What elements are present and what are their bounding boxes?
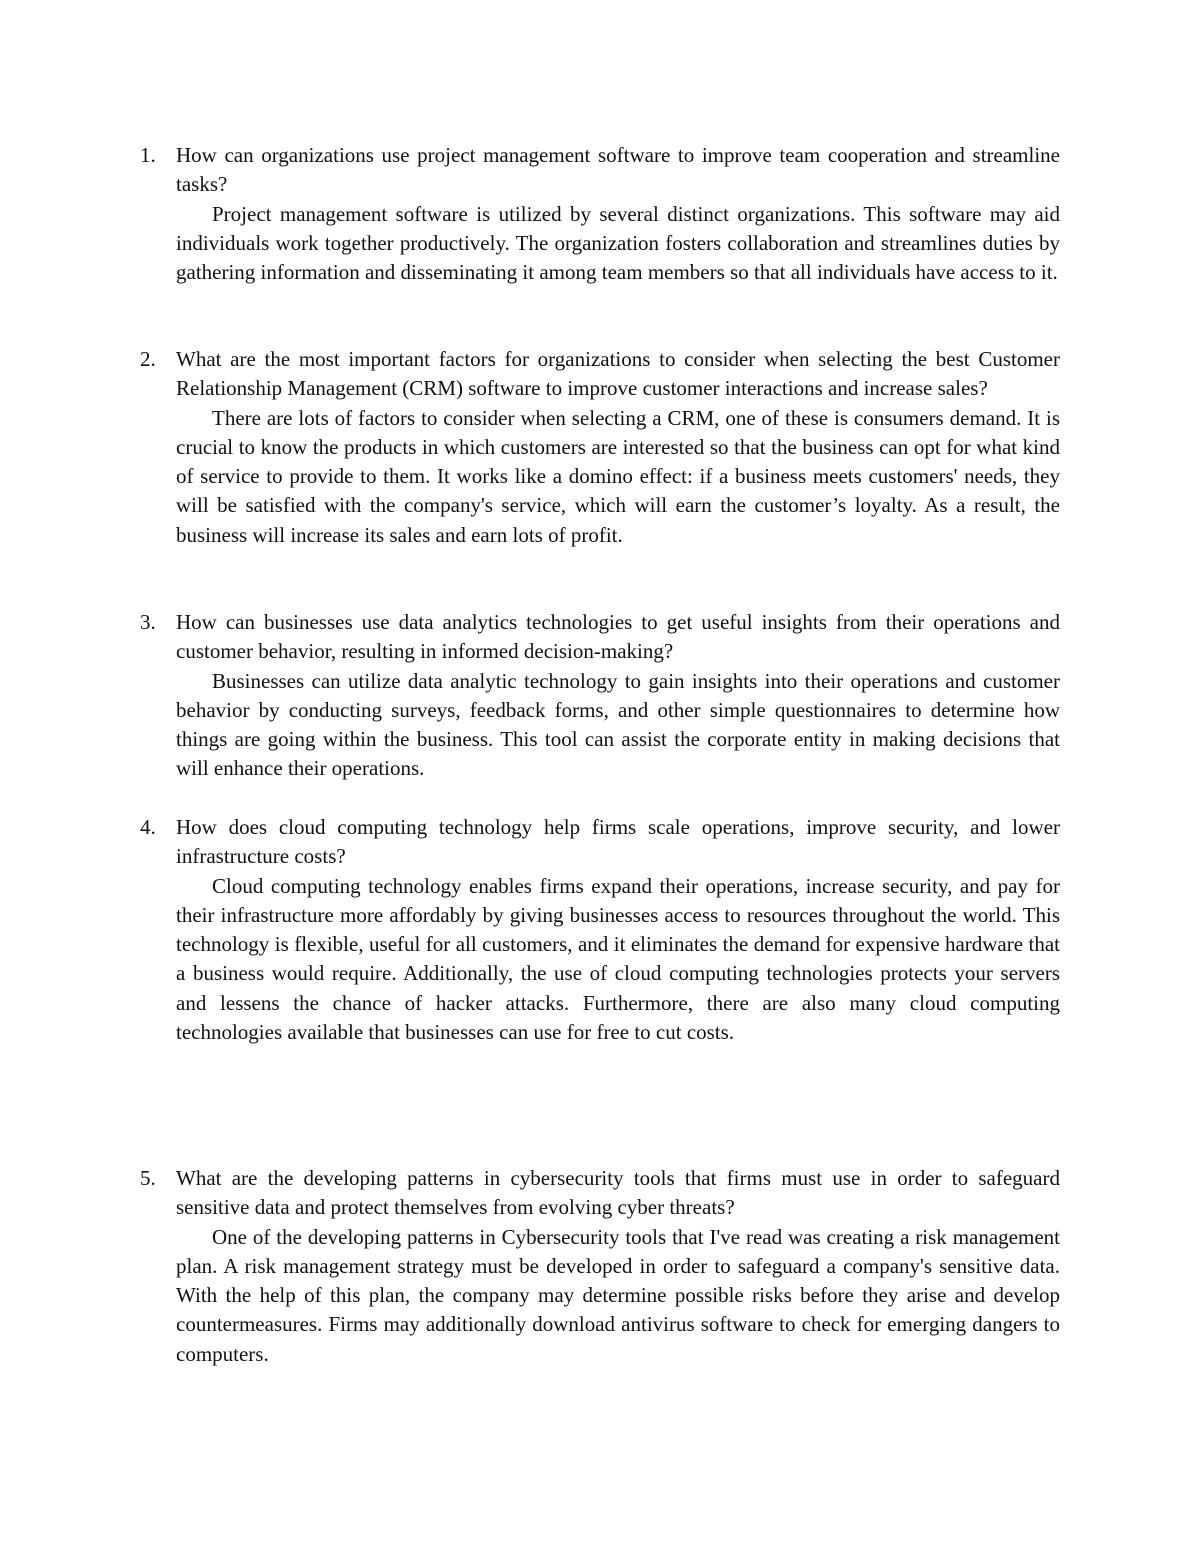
question-number: 3.: [140, 610, 156, 634]
question-row: [140, 608, 1060, 667]
question-number: 1.: [140, 143, 156, 167]
answer-text: One of the developing patterns in Cybersecurity tools that I've read was creating a risk management plan. A risk management strategy must be developed in order to safeguard a company's sensitive data. With the help of this plan, the company may determine possible risks before they arise and develop countermeasures. Firms may additionally download antivirus software to check for emerging dangers to computers.: [176, 1224, 1060, 1366]
question-number: 2.: [140, 347, 156, 371]
question-text: What are the most important factors for organizations to consider when selecting the best Customer Relationship Management (CRM) software to improve customer interactions and increase sales?: [176, 347, 1060, 401]
question-text: How can businesses use data analytics technologies to get useful insights from their operations and customer behavior, resulting in informed decision-making?: [176, 610, 1060, 664]
answer-text: There are lots of factors to consider when selecting a CRM, one of these is consumers demand. It is crucial to know the products in which customers are interested so that the business can opt for what kind of service to provide to them. It works like a domino effect: if a business meets customers' needs, they will be satisfied with the company's service, which will earn the customer’s loyalty. As a result, the business will increase its sales and earn lots of profit.: [176, 405, 1060, 547]
answer-text: Businesses can utilize data analytic technology to gain insights into their operations and customer behavior by conducting surveys, feedback forms, and other simple questionnaires to determine how things are going within the business. This tool can assist the corporate entity in making decisions that will enhance their operations.: [176, 668, 1060, 781]
question-text: What are the developing patterns in cybersecurity tools that firms must use in order to safeguard sensitive data and protect themselves from evolving cyber threats?: [176, 1166, 1060, 1220]
answer-text: Project management software is utilized by several distinct organizations. This software may aid individuals work together productively. The organization fosters collaboration and streamlines duties by gathering information and disseminating it among team members so that all individuals have access to it.: [176, 201, 1060, 285]
qa-item-4: [140, 813, 1060, 1047]
qa-item-5: [140, 1164, 1060, 1369]
qa-item-1: [140, 141, 1060, 287]
question-number: 4.: [140, 815, 156, 839]
question-row: [140, 141, 1060, 200]
question-text: How can organizations use project management software to improve team cooperation and streamline tasks?: [176, 143, 1060, 197]
question-number: 5.: [140, 1166, 156, 1190]
question-row: [140, 1164, 1060, 1223]
question-row: [140, 813, 1060, 872]
qa-item-3: [140, 608, 1060, 784]
question-text: How does cloud computing technology help firms scale operations, improve security, and lower infrastructure costs?: [176, 815, 1060, 869]
qa-item-2: [140, 345, 1060, 550]
answer-text: Cloud computing technology enables firms expand their operations, increase security, and pay for their infrastructure more affordably by giving businesses access to resources throughout the world. This technology is flexible, useful for all customers, and it eliminates the demand for expensive hardware that a business would require. Additionally, the use of cloud computing technologies protects your servers and lessens the chance of hacker attacks. Furthermore, there are also many cloud computing technologies available that businesses can use for free to cut costs.: [176, 873, 1060, 1045]
question-row: [140, 345, 1060, 404]
